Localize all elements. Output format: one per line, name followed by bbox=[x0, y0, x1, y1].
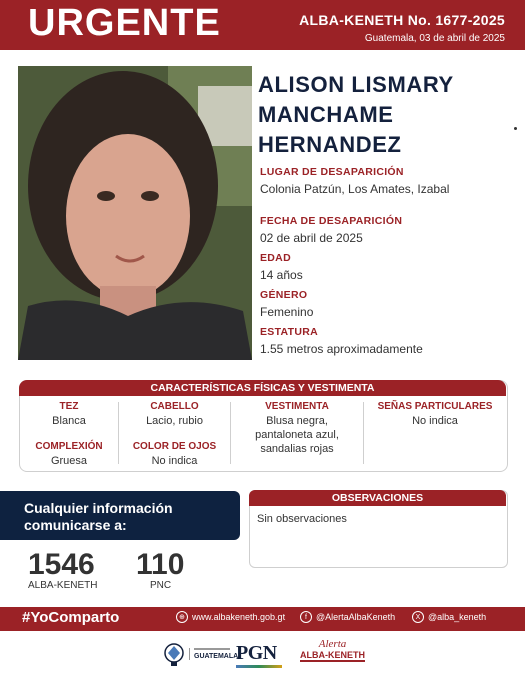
globe-icon: ⊕ bbox=[176, 611, 188, 623]
gov-logo-text: GUATEMALA bbox=[194, 653, 239, 660]
hashtag: #YoComparto bbox=[22, 609, 120, 626]
logo-rule bbox=[194, 648, 230, 650]
complexion-label: COMPLEXIÓN bbox=[35, 441, 103, 452]
name-line: ALISON LISMARY bbox=[258, 72, 454, 97]
observations-title: OBSERVACIONES bbox=[249, 490, 506, 506]
pgn-logo bbox=[236, 642, 282, 668]
pgn-logo-text: PGN bbox=[236, 642, 277, 664]
person-name bbox=[258, 70, 508, 160]
alert-code: ALBA-KENETH No. 1677-2025 bbox=[299, 12, 505, 28]
alba-logo-text: ALBA-KENETH bbox=[300, 650, 365, 660]
eye-color-label: COLOR DE OJOS bbox=[132, 441, 217, 452]
tez-label: TEZ bbox=[59, 401, 79, 412]
eye-color-value: No indica bbox=[151, 455, 198, 467]
field-value-gender: Femenino bbox=[260, 305, 314, 319]
coat-of-arms-icon bbox=[163, 641, 185, 667]
field-value-location: Colonia Patzún, Los Amates, Izabal bbox=[260, 182, 450, 196]
facebook-link[interactable] bbox=[300, 611, 395, 623]
facebook-icon: f bbox=[300, 611, 312, 623]
hair-value: Lacio, rubio bbox=[146, 415, 203, 427]
hair-label: CABELLO bbox=[150, 401, 199, 412]
clothing-label: VESTIMENTA bbox=[265, 401, 329, 412]
government-logo bbox=[163, 641, 238, 667]
missing-person-photo bbox=[18, 66, 252, 360]
contact-text bbox=[24, 500, 173, 534]
phone-number-pnc: 110 bbox=[136, 548, 185, 581]
field-label-date: FECHA DE DESAPARICIÓN bbox=[260, 215, 403, 227]
alerta-logo-text: Alerta bbox=[318, 638, 347, 650]
phone-number-alba: 1546 bbox=[28, 548, 95, 581]
field-label-age: EDAD bbox=[260, 252, 291, 264]
website-link[interactable] bbox=[176, 611, 285, 623]
field-value-date: 02 de abril de 2025 bbox=[260, 231, 363, 245]
stray-dot bbox=[514, 127, 517, 130]
clothing-line: sandalias rojas bbox=[260, 443, 334, 455]
distinguishing-marks-value: No indica bbox=[412, 415, 458, 427]
phone-label-alba: ALBA-KENETH bbox=[28, 580, 98, 591]
x-icon: X bbox=[412, 611, 424, 623]
field-label-location: LUGAR DE DESAPARICIÓN bbox=[260, 166, 404, 178]
field-value-height: 1.55 metros aproximadamente bbox=[260, 342, 423, 356]
name-line: MANCHAME bbox=[258, 102, 394, 127]
clothing-line: pantaloneta azul, bbox=[255, 429, 339, 441]
twitter-text: @alba_keneth bbox=[428, 612, 487, 622]
contact-line: comunicarse a: bbox=[24, 517, 127, 533]
characteristics-title: CARACTERÍSTICAS FÍSICAS Y VESTIMENTA bbox=[19, 380, 506, 396]
phone-label-pnc: PNC bbox=[150, 580, 172, 591]
issue-date: Guatemala, 03 de abril de 2025 bbox=[364, 33, 505, 44]
facebook-text: @AlertaAlbaKeneth bbox=[316, 612, 396, 622]
field-label-height: ESTATURA bbox=[260, 326, 319, 338]
alba-keneth-logo bbox=[300, 638, 365, 662]
observations-text: Sin observaciones bbox=[257, 513, 347, 525]
field-value-age: 14 años bbox=[260, 268, 303, 282]
twitter-link[interactable] bbox=[412, 611, 486, 623]
complexion-value: Gruesa bbox=[50, 455, 88, 467]
clothing-value bbox=[231, 414, 363, 456]
pgn-logo-stripe bbox=[236, 665, 282, 668]
name-line: HERNANDEZ bbox=[258, 132, 402, 157]
tez-value: Blanca bbox=[52, 415, 86, 427]
contact-line: Cualquier información bbox=[24, 500, 173, 516]
clothing-line: Blusa negra, bbox=[266, 415, 328, 427]
distinguishing-marks-label: SEÑAS PARTICULARES bbox=[377, 401, 493, 412]
website-text: www.albakeneth.gob.gt bbox=[192, 612, 286, 622]
photo-illustration bbox=[18, 66, 252, 360]
urgent-title: URGENTE bbox=[28, 2, 221, 44]
field-label-gender: GÉNERO bbox=[260, 289, 308, 301]
